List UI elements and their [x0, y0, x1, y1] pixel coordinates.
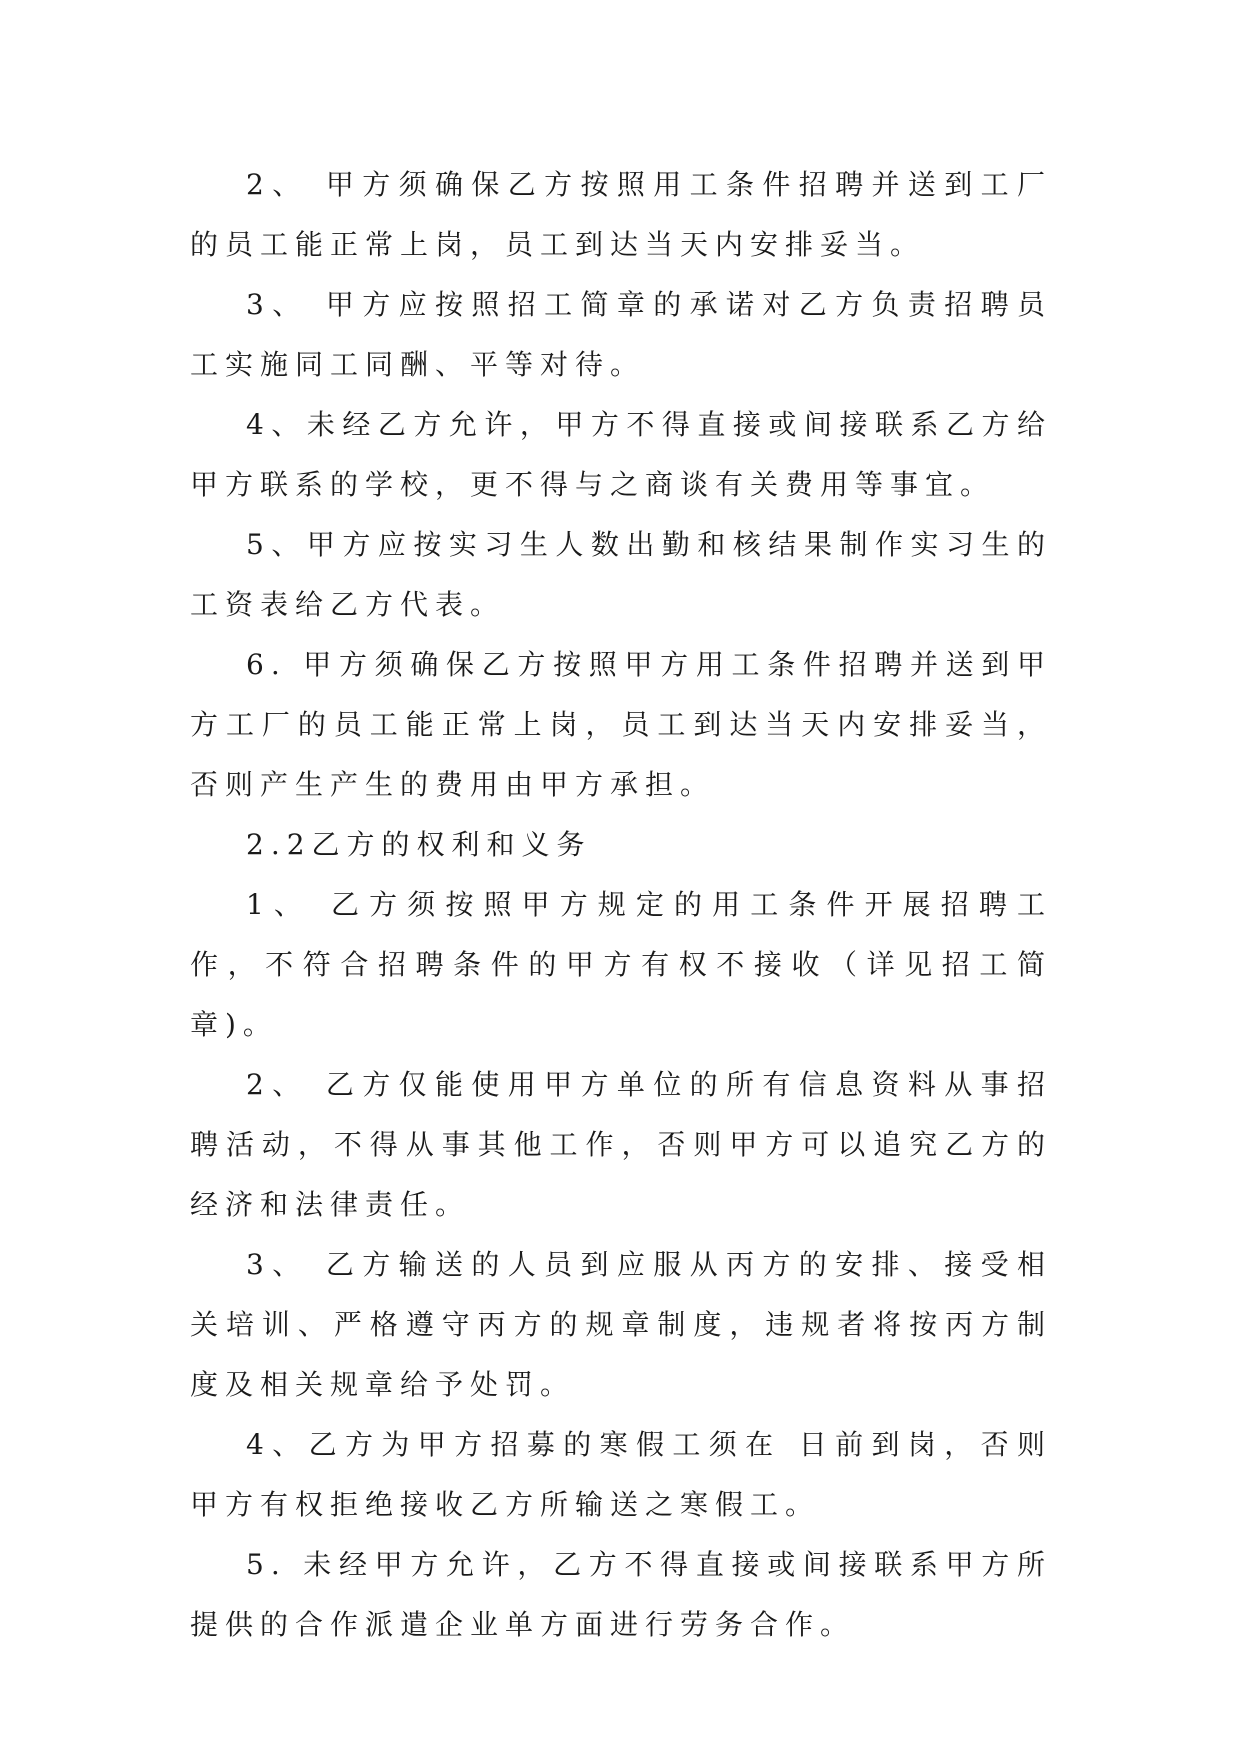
paragraph-party-a-clause-3: 3、 甲方应按照招工简章的承诺对乙方负责招聘员工实施同工同酬、平等对待。	[190, 288, 1052, 381]
paragraph-party-a-clause-6: 6. 甲方须确保乙方按照甲方用工条件招聘并送到甲方工厂的员工能正常上岗，员工到达当天内安排妥当，否则产生产生的费用由甲方承担。	[190, 648, 1052, 801]
paragraph-party-b-clause-1: 1、 乙方须按照甲方规定的用工条件开展招聘工作，不符合招聘条件的甲方有权不接收（详见招工简章)。	[190, 888, 1052, 1041]
paragraph-party-b-clause-2: 2、 乙方仅能使用甲方单位的所有信息资料从事招聘活动，不得从事其他工作，否则甲方可以追究乙方的经济和法律责任。	[190, 1068, 1052, 1221]
paragraph-party-b-clause-5: 5. 未经甲方允许，乙方不得直接或间接联系甲方所提供的合作派遣企业单方面进行劳务合作。	[190, 1548, 1052, 1641]
paragraph-party-b-clause-3: 3、 乙方输送的人员到应服从丙方的安排、接受相关培训、严格遵守丙方的规章制度，违规者将按丙方制度及相关规章给予处罚。	[190, 1248, 1052, 1401]
paragraph-party-a-clause-2: 2、 甲方须确保乙方按照用工条件招聘并送到工厂的员工能正常上岗，员工到达当天内安排妥当。	[190, 168, 1052, 261]
section-heading-party-b: 2.2乙方的权利和义务	[246, 828, 592, 861]
paragraph-party-a-clause-5: 5、甲方应按实习生人数出勤和核结果制作实习生的工资表给乙方代表。	[190, 528, 1052, 621]
paragraph-party-b-clause-4: 4、乙方为甲方招募的寒假工须在 日前到岗，否则甲方有权拒绝接收乙方所输送之寒假工。	[190, 1428, 1052, 1521]
document-body	[190, 155, 1052, 1655]
paragraph-party-a-clause-4: 4、未经乙方允许，甲方不得直接或间接联系乙方给甲方联系的学校，更不得与之商谈有关费用等事宜。	[190, 408, 1052, 501]
